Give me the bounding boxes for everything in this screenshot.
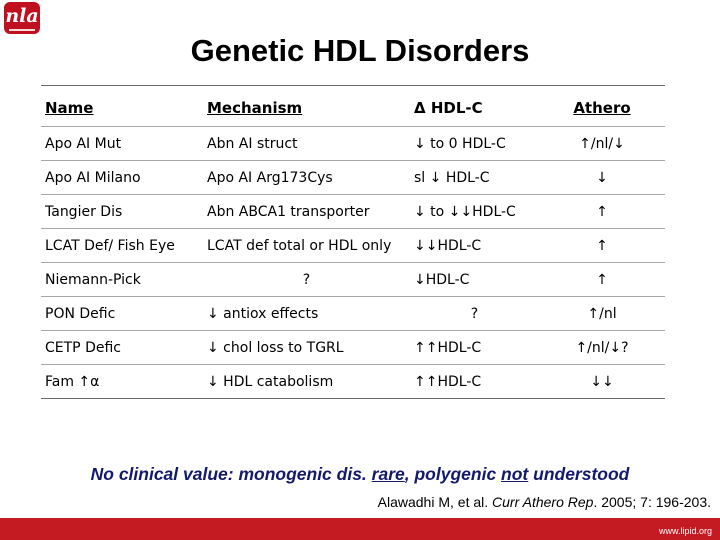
cell-athero: ↓ (596, 170, 608, 186)
footer-not: not (501, 464, 529, 484)
cell-name: Niemann-Pick (45, 272, 141, 288)
cell-delta-hdl: ↓HDL-C (414, 272, 470, 288)
cell-mechanism: ↓ HDL catabolism (207, 374, 334, 390)
table-row (41, 228, 665, 262)
cell-mechanism: LCAT def total or HDL only (207, 238, 392, 254)
cell-athero: ↑ (596, 272, 608, 288)
cell-name: Fam ↑α (45, 374, 100, 390)
cell-athero: ↑/nl/↓? (575, 340, 629, 356)
cell-athero: ↑/nl/↓ (579, 136, 625, 152)
header-mechanism: Mechanism (207, 99, 303, 117)
cell-name: Tangier Dis (45, 204, 123, 220)
cell-athero: ↑/nl (587, 306, 617, 322)
clinical-value-note (0, 464, 720, 485)
footer-part-1: No clinical value: monogenic dis. (90, 464, 372, 484)
cell-name: Apo AI Mut (45, 136, 122, 152)
cell-name: Apo AI Milano (45, 170, 141, 186)
table-row (41, 160, 665, 194)
cell-name: PON Defic (45, 306, 116, 322)
table-row (41, 364, 665, 398)
table-row (41, 126, 665, 160)
footer-part-2: , polygenic (404, 464, 502, 484)
table-header-row (41, 86, 665, 126)
cell-athero: ↑ (596, 238, 608, 254)
footer-part-3: understood (528, 464, 630, 484)
table-row (41, 262, 665, 296)
cell-delta-hdl: ? (470, 306, 479, 322)
cell-mechanism: Apo AI Arg173Cys (207, 170, 333, 186)
header-delta-hdl: Δ HDL-C (414, 99, 483, 117)
cell-delta-hdl: ↓ to 0 HDL-C (414, 136, 506, 152)
cell-delta-hdl: ↑↑HDL-C (414, 374, 482, 390)
cell-mechanism: Abn AI struct (207, 136, 298, 152)
cell-mechanism: ↓ chol loss to TGRL (207, 340, 344, 356)
cell-mechanism: ↓ antiox effects (207, 306, 319, 322)
cell-athero: ↑ (596, 204, 608, 220)
cell-delta-hdl: ↓ to ↓↓HDL-C (414, 204, 516, 220)
hdl-disorders-table (41, 85, 665, 399)
table-row (41, 296, 665, 330)
logo-text: nla (5, 5, 39, 27)
citation-journal: Curr Athero Rep (492, 494, 594, 510)
bottom-brand-bar (0, 518, 720, 540)
cell-name: LCAT Def/ Fish Eye (45, 238, 175, 254)
table-row (41, 194, 665, 228)
citation (378, 494, 711, 510)
cell-delta-hdl: ↑↑HDL-C (414, 340, 482, 356)
table-row (41, 330, 665, 364)
cell-mechanism: Abn ABCA1 transporter (207, 204, 370, 220)
footer-rare: rare (371, 464, 405, 484)
header-athero: Athero (573, 99, 631, 117)
citation-details: . 2005; 7: 196-203. (593, 494, 711, 510)
slide-title: Genetic HDL Disorders (190, 33, 530, 68)
header-name: Name (45, 99, 94, 117)
cell-name: CETP Defic (45, 340, 121, 356)
website-url: www.lipid.org (658, 526, 712, 536)
cell-delta-hdl: ↓↓HDL-C (414, 238, 482, 254)
cell-athero: ↓↓ (590, 374, 614, 390)
cell-mechanism: ? (302, 272, 311, 288)
citation-authors: Alawadhi M, et al. (377, 494, 493, 510)
nla-logo (4, 2, 40, 34)
cell-delta-hdl: sl ↓ HDL-C (414, 170, 490, 186)
